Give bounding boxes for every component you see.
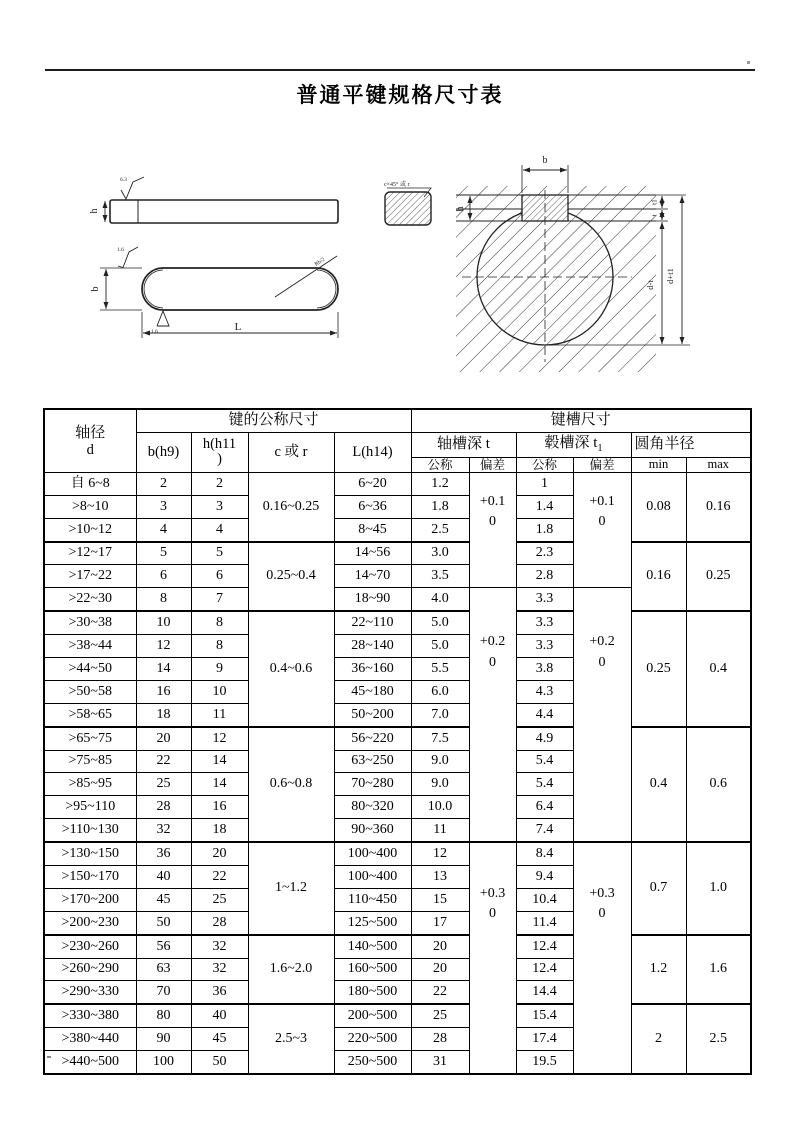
deviation-line2: 0 xyxy=(598,654,606,670)
cell-h: 14 xyxy=(191,773,248,796)
cell-L: 6~20 xyxy=(334,472,411,495)
cell-c-or-r: 2.5~3 xyxy=(248,1004,334,1074)
cell-t-nominal: 9.0 xyxy=(411,750,469,773)
cell-c-or-r: 1.6~2.0 xyxy=(248,935,334,1005)
cell-shaft-diameter: >290~330 xyxy=(44,981,136,1004)
cell-L: 22~110 xyxy=(334,611,411,634)
dim-label-b: b xyxy=(90,286,101,292)
dim-label-b: b xyxy=(542,155,548,166)
cell-h: 25 xyxy=(191,888,248,911)
roughness-value: 6.3 xyxy=(120,177,127,183)
cell-t-nominal: 31 xyxy=(411,1051,469,1074)
cell-shaft-diameter: >380~440 xyxy=(44,1028,136,1051)
deviation-line1: +0.2 xyxy=(479,634,506,650)
cell-t1-nominal: 17.4 xyxy=(516,1028,573,1051)
cell-L: 8~45 xyxy=(334,518,411,541)
cell-L: 36~160 xyxy=(334,658,411,681)
deviation-line2: 0 xyxy=(598,906,606,922)
cell-t-nominal: 10.0 xyxy=(411,796,469,819)
header-hub-depth xyxy=(516,432,631,457)
deviation-line1: +0.1 xyxy=(479,493,506,509)
header-c-or-r: c 或 r xyxy=(248,432,334,472)
cell-t1-nominal: 4.4 xyxy=(516,703,573,726)
cell-t1-nominal: 2.8 xyxy=(516,565,573,588)
cell-t-nominal: 15 xyxy=(411,888,469,911)
cell-t-nominal: 13 xyxy=(411,866,469,889)
cell-shaft-diameter: >230~260 xyxy=(44,935,136,958)
cell-fillet-max: 1.6 xyxy=(686,935,751,1005)
dim-label-d-plus-t1: d+t1 xyxy=(665,268,675,284)
cell-fillet-min: 0.25 xyxy=(631,611,686,726)
header-h xyxy=(191,432,248,472)
cell-t-nominal: 7.0 xyxy=(411,703,469,726)
cell-t1-nominal: 11.4 xyxy=(516,911,573,934)
cell-b: 18 xyxy=(136,703,191,726)
cell-h: 28 xyxy=(191,911,248,934)
key-side-view xyxy=(89,177,338,223)
cell-L: 100~400 xyxy=(334,842,411,865)
cell-t1-nominal: 4.9 xyxy=(516,727,573,750)
cell-t1-nominal: 9.4 xyxy=(516,866,573,889)
deviation-line1: +0.3 xyxy=(479,886,506,902)
cell-shaft-diameter: >30~38 xyxy=(44,611,136,634)
header-h-line1: h(h11 xyxy=(202,435,237,452)
cell-h: 5 xyxy=(191,542,248,565)
cell-t-nominal: 28 xyxy=(411,1028,469,1051)
cell-t-nominal: 9.0 xyxy=(411,773,469,796)
cell-shaft-diameter: >110~130 xyxy=(44,819,136,842)
header-nominal-t: 公称 xyxy=(411,457,469,472)
cell-L: 140~500 xyxy=(334,935,411,958)
cell-shaft-diameter: >38~44 xyxy=(44,635,136,658)
cell-t-deviation xyxy=(469,588,516,842)
cell-b: 5 xyxy=(136,542,191,565)
shaft-assembly-drawing xyxy=(455,155,690,372)
cell-shaft-diameter: >75~85 xyxy=(44,750,136,773)
cell-b: 90 xyxy=(136,1028,191,1051)
cell-h: 18 xyxy=(191,819,248,842)
cell-shaft-diameter: >95~110 xyxy=(44,796,136,819)
cell-L: 70~280 xyxy=(334,773,411,796)
header-fillet-radius: 圆角半径 xyxy=(631,432,751,457)
header-key-nominal: 键的公称尺寸 xyxy=(136,409,411,432)
cell-shaft-diameter: >85~95 xyxy=(44,773,136,796)
cell-shaft-diameter: >65~75 xyxy=(44,727,136,750)
cell-h: 14 xyxy=(191,750,248,773)
cell-t1-nominal: 3.3 xyxy=(516,635,573,658)
cell-t-nominal: 25 xyxy=(411,1004,469,1027)
cell-h: 32 xyxy=(191,958,248,981)
cell-h: 10 xyxy=(191,680,248,703)
cell-t1-nominal: 2.3 xyxy=(516,542,573,565)
cell-h: 12 xyxy=(191,727,248,750)
header-max: max xyxy=(686,457,751,472)
cell-fillet-max: 0.6 xyxy=(686,727,751,842)
cell-shaft-diameter: >330~380 xyxy=(44,1004,136,1027)
header-b: b(h9) xyxy=(136,432,191,472)
cell-c-or-r: 0.6~0.8 xyxy=(248,727,334,842)
header-h-line2: ) xyxy=(217,451,222,468)
cell-fillet-min: 0.7 xyxy=(631,842,686,935)
cell-h: 36 xyxy=(191,981,248,1004)
dim-label-d-minus-t: d-t xyxy=(645,280,655,290)
cell-c-or-r: 0.4~0.6 xyxy=(248,611,334,726)
header-hub-depth-sub: 1 xyxy=(597,442,603,454)
cell-t1-deviation xyxy=(573,472,631,587)
cell-L: 45~180 xyxy=(334,680,411,703)
cell-shaft-diameter: 自 6~8 xyxy=(44,472,136,495)
cell-shaft-diameter: >200~230 xyxy=(44,911,136,934)
cell-t-nominal: 12 xyxy=(411,842,469,865)
cell-c-or-r: 1~1.2 xyxy=(248,842,334,935)
cell-h: 2 xyxy=(191,472,248,495)
header-shaft-diameter-symbol: d xyxy=(86,442,94,459)
cell-L: 63~250 xyxy=(334,750,411,773)
cell-t-nominal: 5.5 xyxy=(411,658,469,681)
header-L: L(h14) xyxy=(334,432,411,472)
cell-b: 25 xyxy=(136,773,191,796)
dim-label-t1: t1 xyxy=(649,199,659,205)
cell-t1-nominal: 1.4 xyxy=(516,495,573,518)
cell-shaft-diameter: >260~290 xyxy=(44,958,136,981)
cell-c-or-r: 0.25~0.4 xyxy=(248,542,334,612)
cell-h: 4 xyxy=(191,518,248,541)
cell-t1-nominal: 5.4 xyxy=(516,773,573,796)
cell-t-nominal: 22 xyxy=(411,981,469,1004)
cell-t-nominal: 11 xyxy=(411,819,469,842)
cell-t1-nominal: 7.4 xyxy=(516,819,573,842)
cell-t1-nominal: 14.4 xyxy=(516,981,573,1004)
cell-L: 200~500 xyxy=(334,1004,411,1027)
cell-L: 90~360 xyxy=(334,819,411,842)
cell-h: 22 xyxy=(191,866,248,889)
cell-t1-nominal: 19.5 xyxy=(516,1051,573,1074)
cell-t-nominal: 20 xyxy=(411,935,469,958)
cell-t-nominal: 3.0 xyxy=(411,542,469,565)
cell-t1-nominal: 3.3 xyxy=(516,611,573,634)
cell-b: 10 xyxy=(136,611,191,634)
cell-L: 80~320 xyxy=(334,796,411,819)
cell-h: 45 xyxy=(191,1028,248,1051)
cell-t1-deviation xyxy=(573,842,631,1074)
cell-b: 8 xyxy=(136,588,191,611)
chamfer-note: c×45° 或 r xyxy=(384,182,410,188)
table-row xyxy=(44,842,751,865)
header-shaft-diameter xyxy=(44,409,136,472)
cell-b: 2 xyxy=(136,472,191,495)
cell-t1-nominal: 10.4 xyxy=(516,888,573,911)
cell-L: 56~220 xyxy=(334,727,411,750)
cell-L: 6~36 xyxy=(334,495,411,518)
cell-fillet-min: 2 xyxy=(631,1004,686,1074)
cell-shaft-diameter: >58~65 xyxy=(44,703,136,726)
cell-fillet-min: 0.08 xyxy=(631,472,686,541)
deviation-line1: +0.2 xyxy=(589,634,615,650)
cell-b: 3 xyxy=(136,495,191,518)
cell-t-deviation xyxy=(469,472,516,587)
cell-fillet-max: 0.4 xyxy=(686,611,751,726)
cell-L: 28~140 xyxy=(334,635,411,658)
table-row xyxy=(44,1004,751,1027)
roughness-value: 1.6 xyxy=(151,329,158,335)
cell-t1-nominal: 3.3 xyxy=(516,588,573,611)
cell-shaft-diameter: >150~170 xyxy=(44,866,136,889)
cell-h: 20 xyxy=(191,842,248,865)
cell-L: 125~500 xyxy=(334,911,411,934)
dim-label-h: h xyxy=(89,208,100,214)
cell-shaft-diameter: >440~500 xyxy=(44,1051,136,1074)
cell-h: 50 xyxy=(191,1051,248,1074)
table-row xyxy=(44,542,751,565)
header-nominal-t1: 公称 xyxy=(516,457,573,472)
cell-fillet-min: 0.4 xyxy=(631,727,686,842)
cell-shaft-diameter: >8~10 xyxy=(44,495,136,518)
radius-note: Rb/2 xyxy=(313,256,327,268)
cell-shaft-diameter: >170~200 xyxy=(44,888,136,911)
cell-t1-nominal: 5.4 xyxy=(516,750,573,773)
cell-h: 3 xyxy=(191,495,248,518)
deviation-line1: +0.3 xyxy=(589,886,615,902)
cell-shaft-diameter: >130~150 xyxy=(44,842,136,865)
cell-L: 110~450 xyxy=(334,888,411,911)
cell-L: 100~400 xyxy=(334,866,411,889)
header-deviation-t: 偏差 xyxy=(469,457,516,472)
dim-label-t: t xyxy=(649,214,659,217)
header-deviation-t1: 偏差 xyxy=(573,457,631,472)
cell-fillet-min: 0.16 xyxy=(631,542,686,612)
cell-b: 70 xyxy=(136,981,191,1004)
cell-b: 6 xyxy=(136,565,191,588)
key-section-view xyxy=(384,180,431,225)
technical-drawings xyxy=(0,0,800,405)
cell-L: 160~500 xyxy=(334,958,411,981)
cell-L: 50~200 xyxy=(334,703,411,726)
roughness-icon xyxy=(157,311,169,326)
cell-b: 12 xyxy=(136,635,191,658)
cell-L: 14~56 xyxy=(334,542,411,565)
cell-t1-nominal: 1 xyxy=(516,472,573,495)
deviation-line1: +0.1 xyxy=(589,493,615,509)
spec-table-body xyxy=(44,472,751,1074)
cell-t-nominal: 6.0 xyxy=(411,680,469,703)
table-row xyxy=(44,611,751,634)
cell-t-deviation xyxy=(469,842,516,1074)
cell-t1-nominal: 8.4 xyxy=(516,842,573,865)
cell-shaft-diameter: >10~12 xyxy=(44,518,136,541)
cell-t1-nominal: 3.8 xyxy=(516,658,573,681)
cell-shaft-diameter: >12~17 xyxy=(44,542,136,565)
cell-L: 180~500 xyxy=(334,981,411,1004)
dim-label-h: h xyxy=(455,206,466,212)
table-row xyxy=(44,472,751,495)
cell-b: 4 xyxy=(136,518,191,541)
cell-b: 40 xyxy=(136,866,191,889)
cell-b: 16 xyxy=(136,680,191,703)
key-top-view xyxy=(90,247,338,338)
cell-fillet-min: 1.2 xyxy=(631,935,686,1005)
cell-t1-nominal: 4.3 xyxy=(516,680,573,703)
header-hub-depth-text: 毂槽深 t xyxy=(544,434,598,451)
cell-h: 9 xyxy=(191,658,248,681)
cell-t1-nominal: 1.8 xyxy=(516,518,573,541)
cell-h: 32 xyxy=(191,935,248,958)
header-shaft-diameter-text: 轴径 xyxy=(75,425,106,442)
cell-b: 36 xyxy=(136,842,191,865)
cell-h: 40 xyxy=(191,1004,248,1027)
header-shaft-depth: 轴槽深 t xyxy=(411,432,516,457)
cell-fillet-max: 2.5 xyxy=(686,1004,751,1074)
deviation-line2: 0 xyxy=(598,514,606,530)
cell-L: 18~90 xyxy=(334,588,411,611)
page-title: 普通平键规格尺寸表 xyxy=(296,83,504,107)
spec-table xyxy=(43,408,752,1075)
cell-t-nominal: 1.8 xyxy=(411,495,469,518)
cell-t-nominal: 17 xyxy=(411,911,469,934)
cell-t-nominal: 5.0 xyxy=(411,635,469,658)
cell-fillet-max: 1.0 xyxy=(686,842,751,935)
table-row xyxy=(44,935,751,958)
cell-b: 45 xyxy=(136,888,191,911)
cell-t-nominal: 7.5 xyxy=(411,727,469,750)
cell-t-nominal: 1.2 xyxy=(411,472,469,495)
cell-L: 14~70 xyxy=(334,565,411,588)
cell-t1-nominal: 12.4 xyxy=(516,958,573,981)
roughness-value: 1.6 xyxy=(117,247,124,253)
deviation-line2: 0 xyxy=(489,654,497,670)
cell-t-nominal: 4.0 xyxy=(411,588,469,611)
cell-fillet-max: 0.25 xyxy=(686,542,751,612)
cell-h: 7 xyxy=(191,588,248,611)
cell-fillet-max: 0.16 xyxy=(686,472,751,541)
deviation-line2: 0 xyxy=(489,906,497,922)
cell-shaft-diameter: >50~58 xyxy=(44,680,136,703)
cell-t1-nominal: 6.4 xyxy=(516,796,573,819)
cell-L: 220~500 xyxy=(334,1028,411,1051)
cell-b: 20 xyxy=(136,727,191,750)
cell-t1-nominal: 12.4 xyxy=(516,935,573,958)
cell-t1-deviation xyxy=(573,588,631,842)
cell-b: 63 xyxy=(136,958,191,981)
cell-b: 100 xyxy=(136,1051,191,1074)
cell-b: 32 xyxy=(136,819,191,842)
cell-h: 8 xyxy=(191,635,248,658)
header-min: min xyxy=(631,457,686,472)
cell-h: 6 xyxy=(191,565,248,588)
cell-b: 50 xyxy=(136,911,191,934)
cell-shaft-diameter: >22~30 xyxy=(44,588,136,611)
header-keyway: 键槽尺寸 xyxy=(411,409,751,432)
cell-b: 56 xyxy=(136,935,191,958)
cell-b: 80 xyxy=(136,1004,191,1027)
cell-h: 16 xyxy=(191,796,248,819)
cell-t-nominal: 3.5 xyxy=(411,565,469,588)
table-row xyxy=(44,727,751,750)
cell-b: 28 xyxy=(136,796,191,819)
cell-shaft-diameter: >44~50 xyxy=(44,658,136,681)
cell-h: 11 xyxy=(191,703,248,726)
cell-t-nominal: 5.0 xyxy=(411,611,469,634)
cell-shaft-diameter: >17~22 xyxy=(44,565,136,588)
cell-L: 250~500 xyxy=(334,1051,411,1074)
cell-c-or-r: 0.16~0.25 xyxy=(248,472,334,541)
cell-h: 8 xyxy=(191,611,248,634)
deviation-line2: 0 xyxy=(489,514,497,530)
cell-t-nominal: 20 xyxy=(411,958,469,981)
cell-t-nominal: 2.5 xyxy=(411,518,469,541)
cell-t1-nominal: 15.4 xyxy=(516,1004,573,1027)
cell-b: 14 xyxy=(136,658,191,681)
dim-label-L: L xyxy=(234,321,242,333)
cell-b: 22 xyxy=(136,750,191,773)
